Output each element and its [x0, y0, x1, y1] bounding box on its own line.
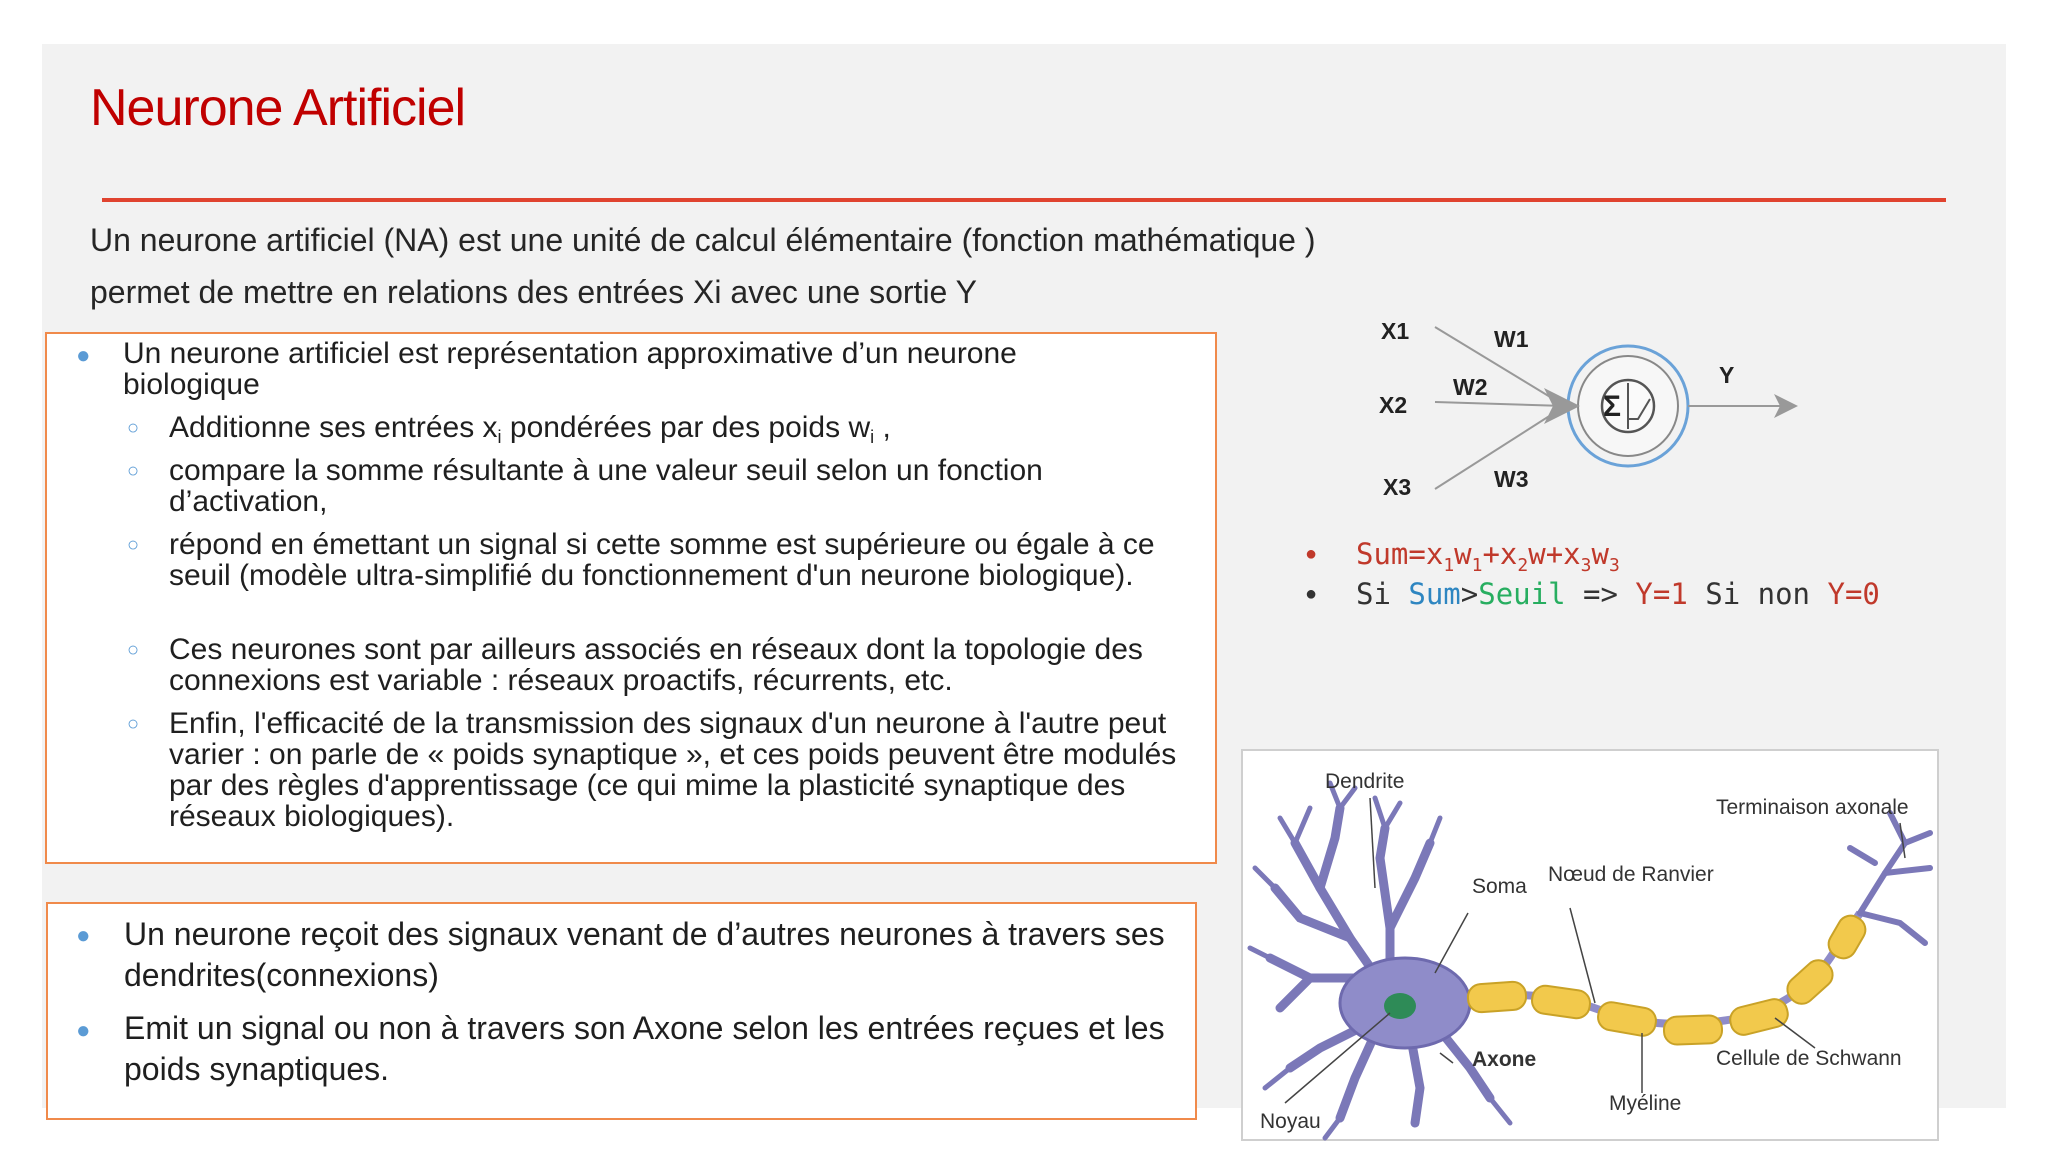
list-item-main: Un neurone artificiel est représentation approximative d’un neurone biologique — [123, 337, 1017, 401]
label-axone: Axone — [1472, 1048, 1537, 1071]
list-item-sub-4: Ces neurones sont par ailleurs associés en réseaux dont la topologie des connexions est variable : réseaux proactifs, récurrents, etc. — [169, 633, 1143, 697]
list-item-sub-5: Enfin, l'efficacité de la transmission des signaux d'un neurone à l'autre peut varier : on parle de « poids synaptique », et ces poids peuvent être modulés par des règles d'apprentissage (ce qui mime la plasticité synaptique des réseaux biologiques). — [169, 707, 1177, 833]
sub-bullet-circle: ○ — [127, 534, 140, 556]
label-cellule-schwann: Cellule de Schwann — [1716, 1047, 1902, 1070]
title-divider — [102, 198, 1946, 202]
intro-line-1: Un neurone artificiel (NA) est une unité de calcul élémentaire (fonction mathématique ) — [90, 222, 1316, 258]
sigma-symbol: Σ — [1603, 390, 1622, 423]
label-dendrite: Dendrite — [1325, 770, 1405, 793]
biological-neuron-diagram — [1240, 748, 1940, 1148]
list-item-axone: Emit un signal ou non à travers son Axone selon les entrées reçues et les poids synaptiques. — [124, 1010, 1165, 1087]
sub-bullet-circle: ○ — [127, 417, 140, 439]
sub-bullet-circle: ○ — [127, 713, 140, 735]
list-item-dendrites: Un neurone reçoit des signaux venant de d’autres neurones à travers ses dendrites(connexions) — [124, 916, 1165, 993]
input-label-x3: X3 — [1383, 474, 1412, 500]
list-item-sub-2: compare la somme résultante à une valeur seuil selon un fonction d’activation, — [169, 454, 1043, 518]
label-noeud-ranvier: Nœud de Ranvier — [1548, 863, 1714, 886]
output-label-y: Y — [1719, 362, 1735, 388]
bullet-dot: ● — [76, 922, 91, 949]
list-item-sub-1: Additionne ses entrées $x_i$ pondérées par des poids $w_i$ , — [169, 411, 891, 447]
label-soma: Soma — [1472, 875, 1527, 898]
formula-bullet: ● — [1305, 583, 1318, 605]
weight-label-w1: W1 — [1494, 326, 1529, 352]
bullet-dot: ● — [76, 1017, 91, 1044]
weight-label-w3: W3 — [1494, 466, 1529, 492]
input-label-x1: X1 — [1381, 318, 1410, 344]
sub-bullet-circle: ○ — [127, 460, 140, 482]
artificial-neuron-diagram — [1370, 305, 1810, 505]
threshold-rule: Si Sum>Seuil => Y=1 Si non Y=0 — [1356, 577, 1880, 611]
nucleus — [1384, 993, 1416, 1019]
list-item-sub-3: répond en émettant un signal si cette somme est supérieure ou égale à ce seuil (modèle ultra-simplifié du fonctionnement d'un neurone biologique). — [169, 528, 1155, 592]
sub-bullet-circle: ○ — [127, 639, 140, 661]
input-line-2 — [1435, 402, 1565, 406]
formula-bullet: ● — [1305, 543, 1318, 565]
input-label-x2: X2 — [1379, 392, 1408, 418]
label-noyau: Noyau — [1260, 1110, 1321, 1133]
label-myeline: Myéline — [1609, 1092, 1682, 1115]
sum-formula: $Sum=x_1w_1+x_2w+x_3w_3$ — [1356, 537, 1620, 576]
weight-label-w2: W2 — [1453, 374, 1488, 400]
intro-line-2: permet de mettre en relations des entrées Xi avec une sortie Y — [90, 274, 977, 310]
bullet-dot: ● — [76, 342, 91, 369]
page-title: Neurone Artificiel — [90, 79, 466, 137]
label-terminaison-axonale: Terminaison axonale — [1716, 796, 1909, 819]
